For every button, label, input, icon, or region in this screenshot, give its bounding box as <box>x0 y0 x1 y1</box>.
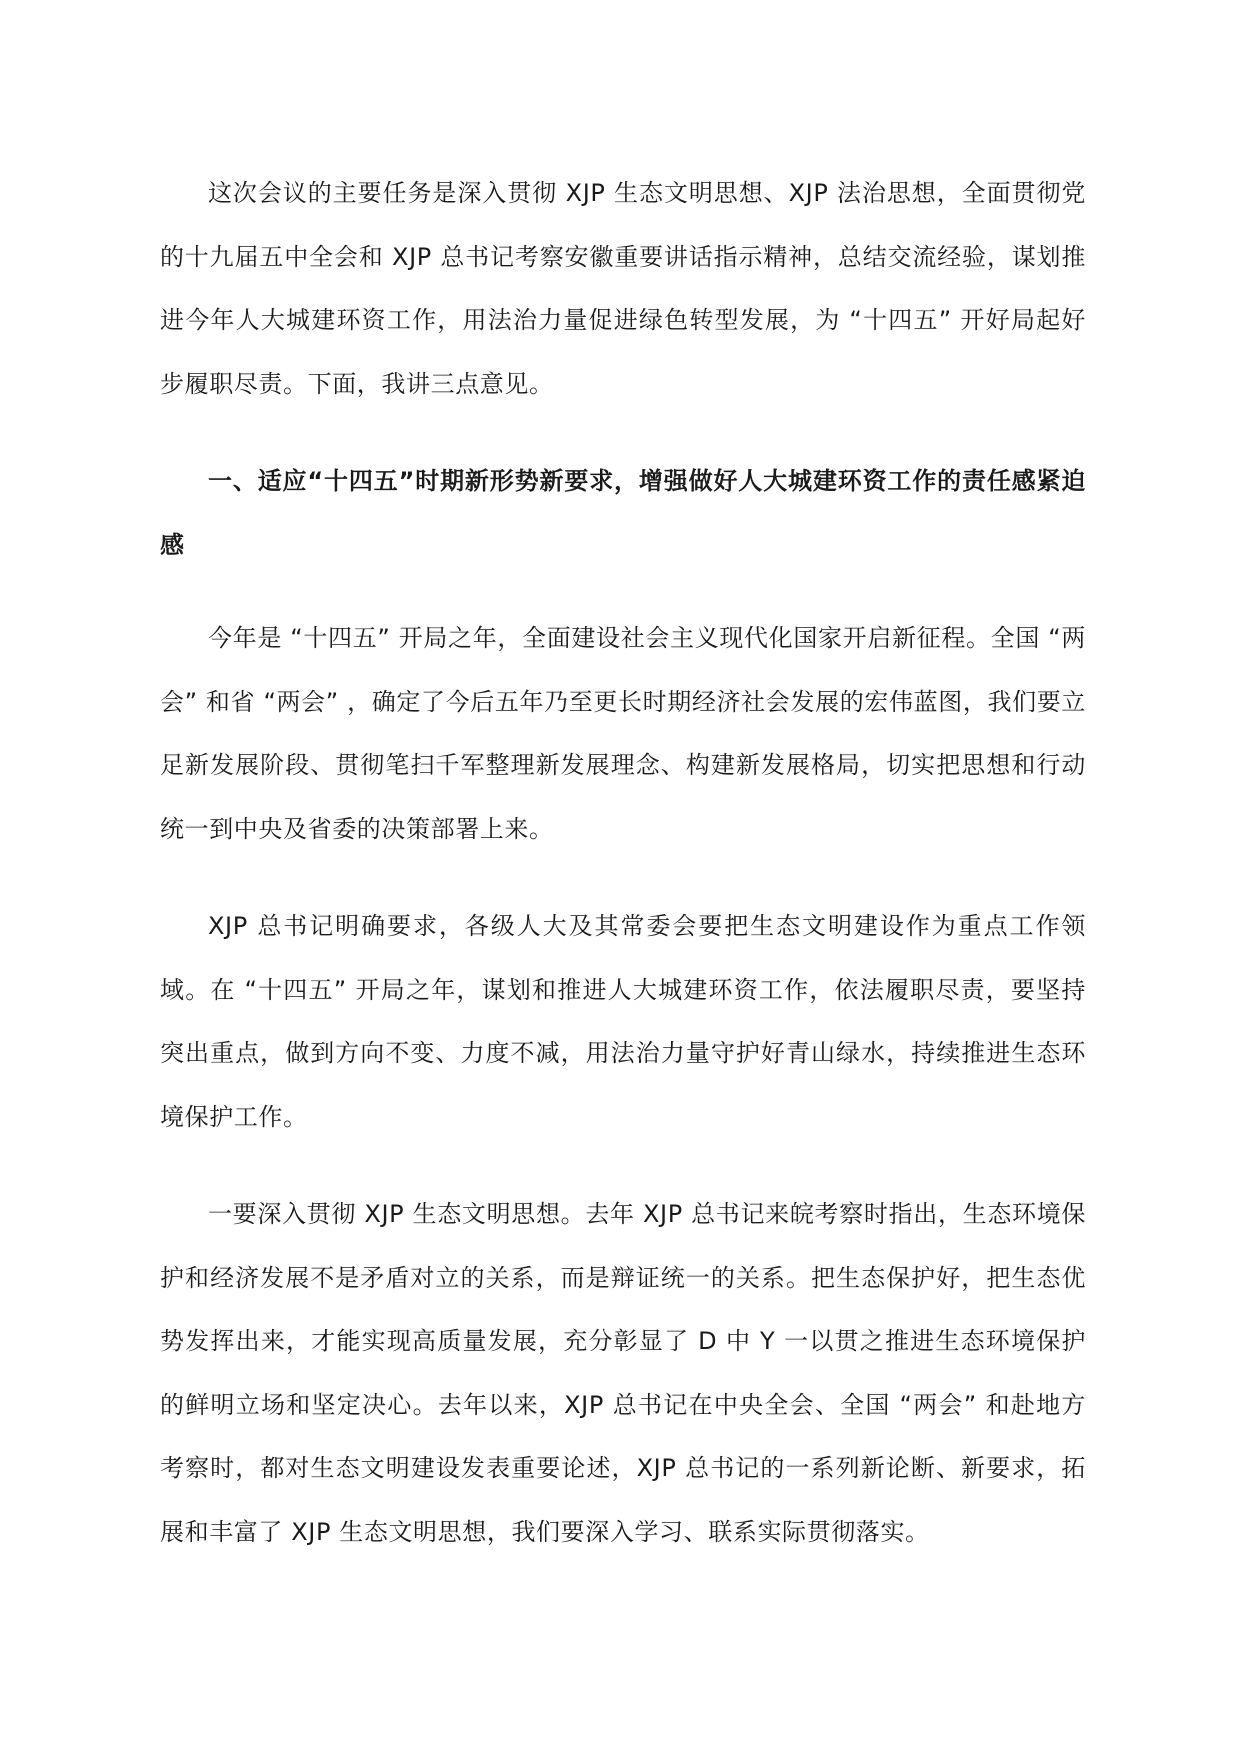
paragraph-intro: 这次会议的主要任务是深入贯彻 XJP 生态文明思想、XJP 法治思想，全面贯彻党的十九届五中全会和 XJP 总书记考察安徽重要讲话指示精神，总结交流经验，谋划推进今年人大城建环资工作，用法治力量促进绿色转型发展，为 “十四五” 开好局起好步履职尽责。下面，我讲三点意见。 <box>160 179 1086 398</box>
paragraph-new-era: 今年是 “十四五” 开局之年，全面建设社会主义现代化国家开启新征程。全国 “两会” 和省 “两会” ，确定了今后五年乃至更长时期经济社会发展的宏伟蓝图，我们要立足新发展阶段、贯彻笔扫千军整理新发展理念、构建新发展格局，切实把思想和行动统一到中央及省委的决策部署上来。 <box>160 624 1086 843</box>
paragraph-eco-thought: 一要深入贯彻 XJP 生态文明思想。去年 XJP 总书记来皖考察时指出，生态环境保护和经济发展不是矛盾对立的关系，而是辩证统一的关系。把生态保护好，把生态优势发挥出来，才能实现高质量发展，充分彰显了 D 中 Y 一以贯之推进生态环境保护的鲜明立场和坚定决心。去年以来，XJP 总书记在中央全会、全国 “两会” 和赴地方考察时，都对生态文明建设发表重要论述，XJP 总书记的一系列新论断、新要求，拓展和丰富了 XJP 生态文明思想，我们要深入学习、联系实际贯彻落实。 <box>160 1200 1086 1546</box>
paragraph-requirement: XJP 总书记明确要求，各级人大及其常委会要把生态文明建设作为重点工作领域。在 “十四五” 开局之年，谋划和推进人大城建环资工作，依法履职尽责，要坚持突出重点，做到方向不变、力度不减，用法治力量守护好青山绿水，持续推进生态环境保护工作。 <box>160 912 1086 1131</box>
document-body <box>160 162 1086 1598</box>
section-heading-1: 一、适应“十四五”时期新形势新要求，增强做好人大城建环资工作的责任感紧迫感 <box>160 467 1086 559</box>
